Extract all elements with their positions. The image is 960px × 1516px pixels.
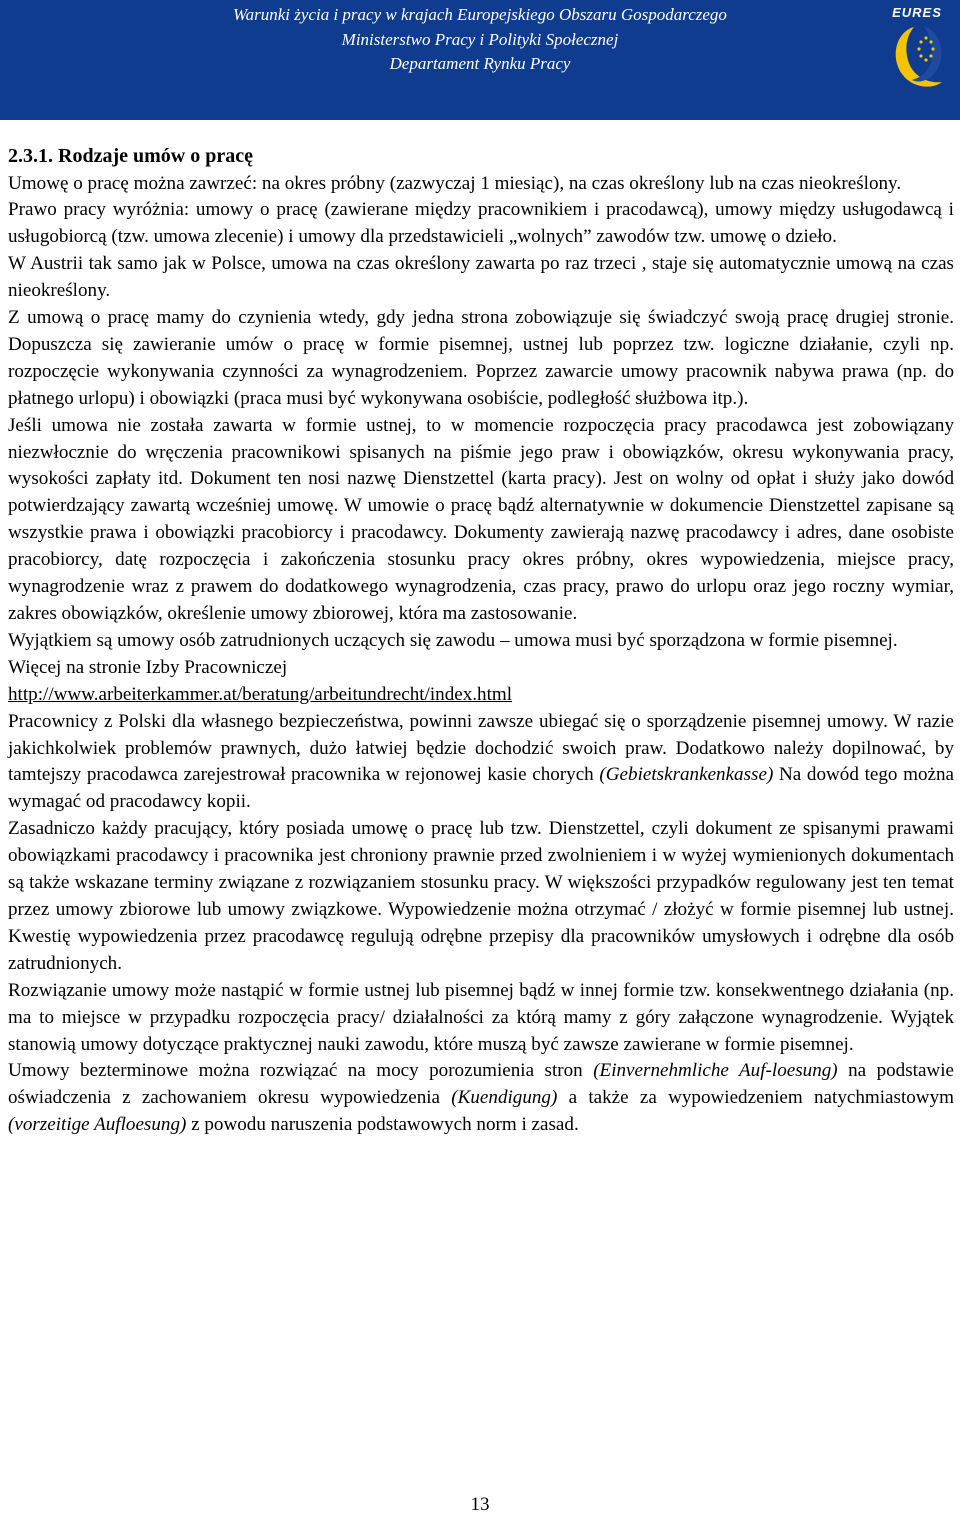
paragraph <box>8 709 954 817</box>
eures-logo <box>884 2 950 102</box>
paragraph <box>8 816 954 977</box>
paragraph-text: Z umową o pracę mamy do czynienia wtedy, gdy jedna strona zobowiązuje się świadczyć swoją pracę drugiej stronie. Dopuszcza się zawieranie umów o pracę w formie pisemnej, ustnej lub poprzez tzw. logiczne działanie, czyli np. rozpoczęcie wykonywania czynności za wynagrodzeniem. Poprzez zawarcie umowy pracownik nabywa prawa (np. do płatnego urlopu) i obowiązki (praca musi być wykonywana osobiście, podległość służbowa itp.). <box>8 307 954 409</box>
paragraph-text: Na dowód tego można wymagać od pracodawcy kopii. <box>8 764 955 813</box>
paragraph-text: W Austrii tak samo jak w Polsce, umowa na czas określony zawarta po raz trzeci , staje się automatycznie umową na czas nieokreślony. <box>8 253 954 302</box>
paragraph <box>8 1058 954 1139</box>
document-header <box>0 0 960 120</box>
header-text-block <box>120 3 840 77</box>
paragraph-group-after <box>8 709 954 1140</box>
paragraph-text: Wyjątkiem są umowy osób zatrudnionych uczących się zawodu – umowa musi być sporządzona w formie pisemnej. <box>8 629 898 651</box>
paragraph-text: Więcej na stronie Izby Pracowniczej <box>8 656 288 678</box>
eures-logo-text: EURES <box>892 5 942 20</box>
paragraph <box>8 655 954 682</box>
italic-term: (vorzeitige Aufloesung) <box>8 1114 187 1136</box>
paragraph-text: a także za wypowiedzeniem natychmiastowym <box>557 1087 954 1109</box>
section-title: 2.3.1. Rodzaje umów o pracę <box>8 145 253 167</box>
paragraph-text: Umowy bezterminowe można rozwiązać na mocy porozumienia stron <box>8 1060 594 1082</box>
paragraph <box>8 628 954 655</box>
paragraph-text: Pracownicy z Polski dla własnego bezpieczeństwa, powinni zawsze ubiegać się o sporządzenie pisemnej umowy. W razie jakichkolwiek problemów prawnych, dużo łatwiej będzie dochodzić swoich praw. Dodatkowo należy dopilnować, by tamtejszy pracodawca zarejestrował pracownika w rejonowej kasie chorych <box>8 710 954 786</box>
paragraph-text: Prawo pracy wyróżnia: umowy o pracę (zawierane między pracownikiem i pracodawcą), umowy między usługodawcą i usługobiorcą (tzw. umowa zlecenie) i umowy dla przedstawicieli „wolnych” zawodów tzw. umowę o dzieło. <box>8 199 954 248</box>
italic-term: (Einvernehmliche Auf-loesung) <box>593 1060 838 1082</box>
paragraph <box>8 197 954 251</box>
header-line-title: Warunki życia i pracy w krajach Europejskiego Obszaru Gospodarczego <box>233 5 727 24</box>
link-line <box>8 682 954 709</box>
arbeiterkammer-link[interactable]: http://www.arbeiterkammer.at/beratung/arbeitundrecht/index.html <box>8 683 513 705</box>
document-body <box>8 142 954 1139</box>
paragraph <box>8 251 954 305</box>
paragraph-text: z powodu naruszenia podstawowych norm i zasad. <box>186 1114 579 1136</box>
header-line-ministry: Ministerstwo Pracy i Polityki Społecznej <box>341 29 619 49</box>
paragraph-text: Rozwiązanie umowy może nastąpić w formie ustnej lub pisemnej bądź w innej formie tzw. konsekwentnego działania (np. ma to miejsce w przypadku rozpoczęcia pracy/ działalności za którą mamy z góry załączone wynagrodzenie. Wyjątek stanowią umowy dotyczące praktycznej nauki zawodu, które muszą być zawsze zawierane w formie pisemnej. <box>8 979 954 1055</box>
paragraph-group-before <box>8 171 954 682</box>
italic-term: (Gebietskrankenkasse) <box>599 764 774 786</box>
paragraph-text: na podstawie oświadczenia z zachowaniem okresu wypowiedzenia <box>8 1060 955 1109</box>
paragraph-text: Umowę o pracę można zawrzeć: na okres próbny (zazwyczaj 1 miesiąc), na czas określony lub na czas nieokreślony. <box>8 172 902 194</box>
page-number: 13 <box>470 1494 490 1515</box>
paragraph-text: Zasadniczo każdy pracujący, który posiada umowę o pracę lub tzw. Dienstzettel, czyli dokument ze spisanymi prawami obowiązkami pracodawcy i pracownika jest chroniony prawnie przed zwolnieniem i w wyżej wymienionych dokumentach są także wskazane terminy związane z rozwiązaniem stosunku pracy. W większości przypadków regulowany jest ten temat przez umowy zbiorowe lub umowy związkowe. Wypowiedzenie można otrzymać / złożyć w formie pisemnej lub ustnej. Kwestię wypowiedzenia przez pracodawcę regulują odrębne przepisy dla pracowników umysłowych i odrębne dla osób zatrudnionych. <box>8 818 954 974</box>
paragraph <box>8 171 954 198</box>
paragraph-text: Jeśli umowa nie została zawarta w formie ustnej, to w momencie rozpoczęcia pracy pracodawca jest zobowiązany niezwłocznie do wręczenia pracownikowi spisanych na piśmie jego praw i obowiązków, okresu wykonywania pracy, wysokości zapłaty itd. Dokument ten nosi nazwę Dienstzettel (karta pracy). Jest on wolny od opłat i służy jako dowód potwierdzający zawartą wcześniej umowę. W umowie o pracę bądź alternatywnie w dokumencie Dienstzettel zapisane są wszystkie prawa i obowiązki pracobiorcy i pracodawcy. Dokumenty zawierają nazwę pracodawcy i adres, dane osobiste pracobiorcy, datę rozpoczęcia i zakończenia stosunku pracy okres próbny, okres wypowiedzenia, miejsce pracy, wynagrodzenie wraz z prawem do dodatkowego wynagrodzenia, czas pracy, prawo do urlopu oraz jego roczny wymiar, zakres obowiązków, określenie umowy zbiorowej, która ma zastosowanie. <box>8 414 954 624</box>
paragraph <box>8 978 954 1059</box>
header-line-department: Departament Rynku Pracy <box>389 54 571 73</box>
paragraph <box>8 413 954 628</box>
italic-term: (Kuendigung) <box>451 1087 558 1109</box>
paragraph <box>8 305 954 413</box>
